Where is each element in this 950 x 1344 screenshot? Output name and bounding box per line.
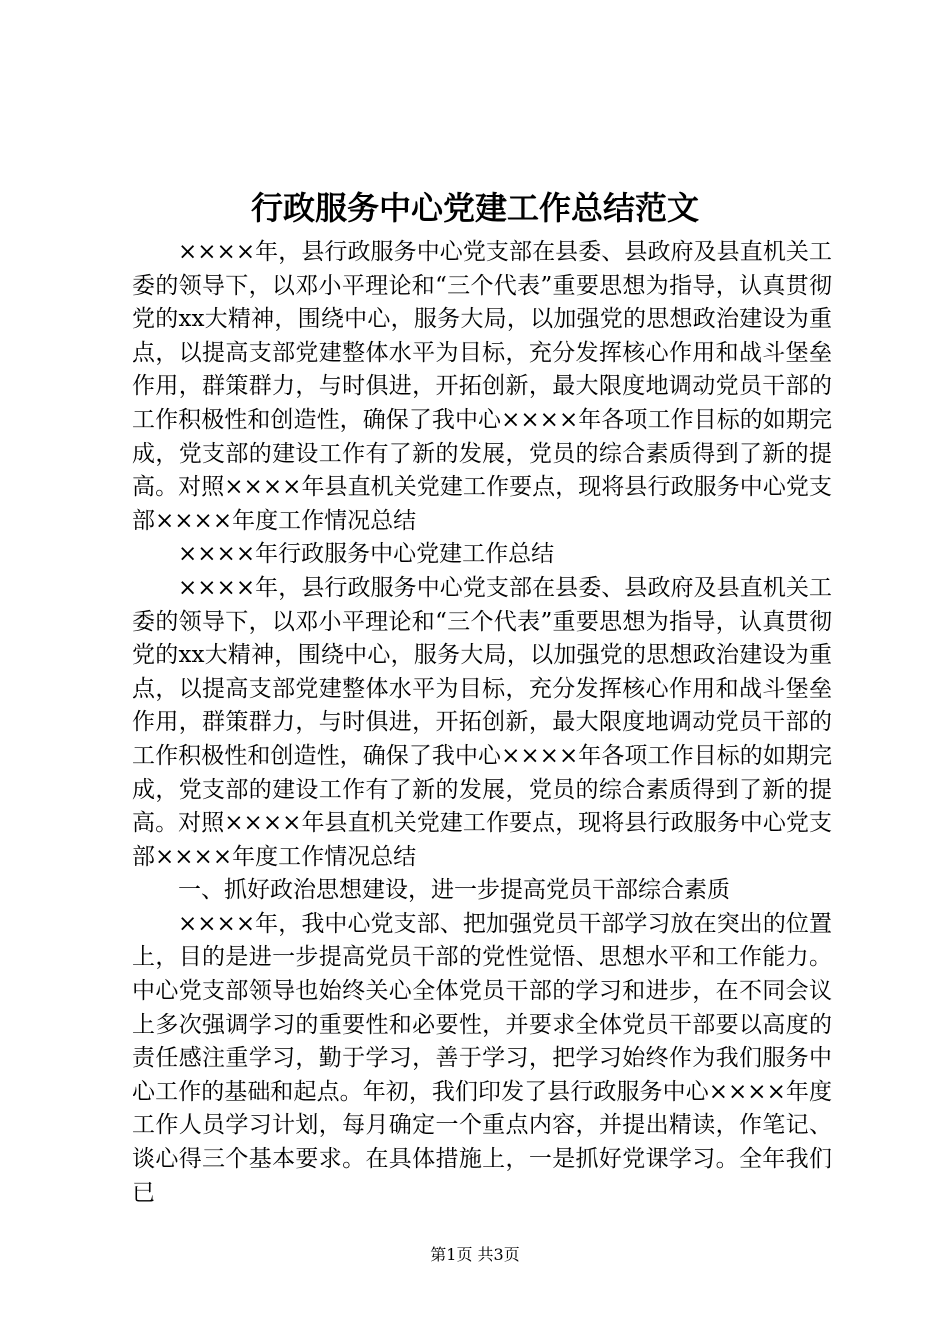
section-heading: 一、抓好政治思想建设，进一步提高党员干部综合素质	[178, 877, 730, 904]
paragraph-subtitle: ××××年行政服务中心党建工作总结	[178, 541, 555, 568]
paragraph-intro: ××××年，县行政服务中心党支部在县委、县政府及县直机关工委的领导下，以邓小平理论和“三个代表”重要思想为指导，认真贯彻党的xx大精神，围绕中心，服务大局，以加强党的思想政治建设为重点，以提高支部党建整体水平为目标，充分发挥核心作用和战斗堡垒作用，群策群力，与时俱进，开拓创新，最大限度地调动党员干部的工作积极性和创造性，确保了我中心××××年各项工作目标的如期完成，党支部的建设工作有了新的发展，党员的综合素质得到了新的提高。对照××××年县直机关党建工作要点，现将县行政服务中心党支部××××年度工作情况总结	[132, 239, 832, 534]
page-footer: 第1页 共3页	[430, 1245, 520, 1264]
document-body	[132, 236, 832, 1210]
paragraph-intro-repeat: ××××年，县行政服务中心党支部在县委、县政府及县直机关工委的领导下，以邓小平理论和“三个代表”重要思想为指导，认真贯彻党的xx大精神，围绕中心，服务大局，以加强党的思想政治建设为重点，以提高支部党建整体水平为目标，充分发挥核心作用和战斗堡垒作用，群策群力，与时俱进，开拓创新，最大限度地调动党员干部的工作积极性和创造性，确保了我中心××××年各项工作目标的如期完成，党支部的建设工作有了新的发展，党员的综合素质得到了新的提高。对照××××年县直机关党建工作要点，现将县行政服务中心党支部××××年度工作情况总结	[132, 574, 832, 870]
document-title: 行政服务中心党建工作总结范文	[250, 189, 699, 227]
paragraph-section-body: ××××年，我中心党支部、把加强党员干部学习放在突出的位置上，目的是进一步提高党员干部的党性觉悟、思想水平和工作能力。中心党支部领导也始终关心全体党员干部的学习和进步，在不同会议上多次强调学习的重要性和必要性，并要求全体党员干部要以高度的责任感注重学习，勤于学习，善于学习，把学习始终作为我们服务中心工作的基础和起点。年初，我们印发了县行政服务中心××××年度工作人员学习计划，每月确定一个重点内容，并提出精读，作笔记、谈心得三个基本要求。在具体措施上，一是抓好党课学习。全年我们已	[132, 910, 832, 1206]
